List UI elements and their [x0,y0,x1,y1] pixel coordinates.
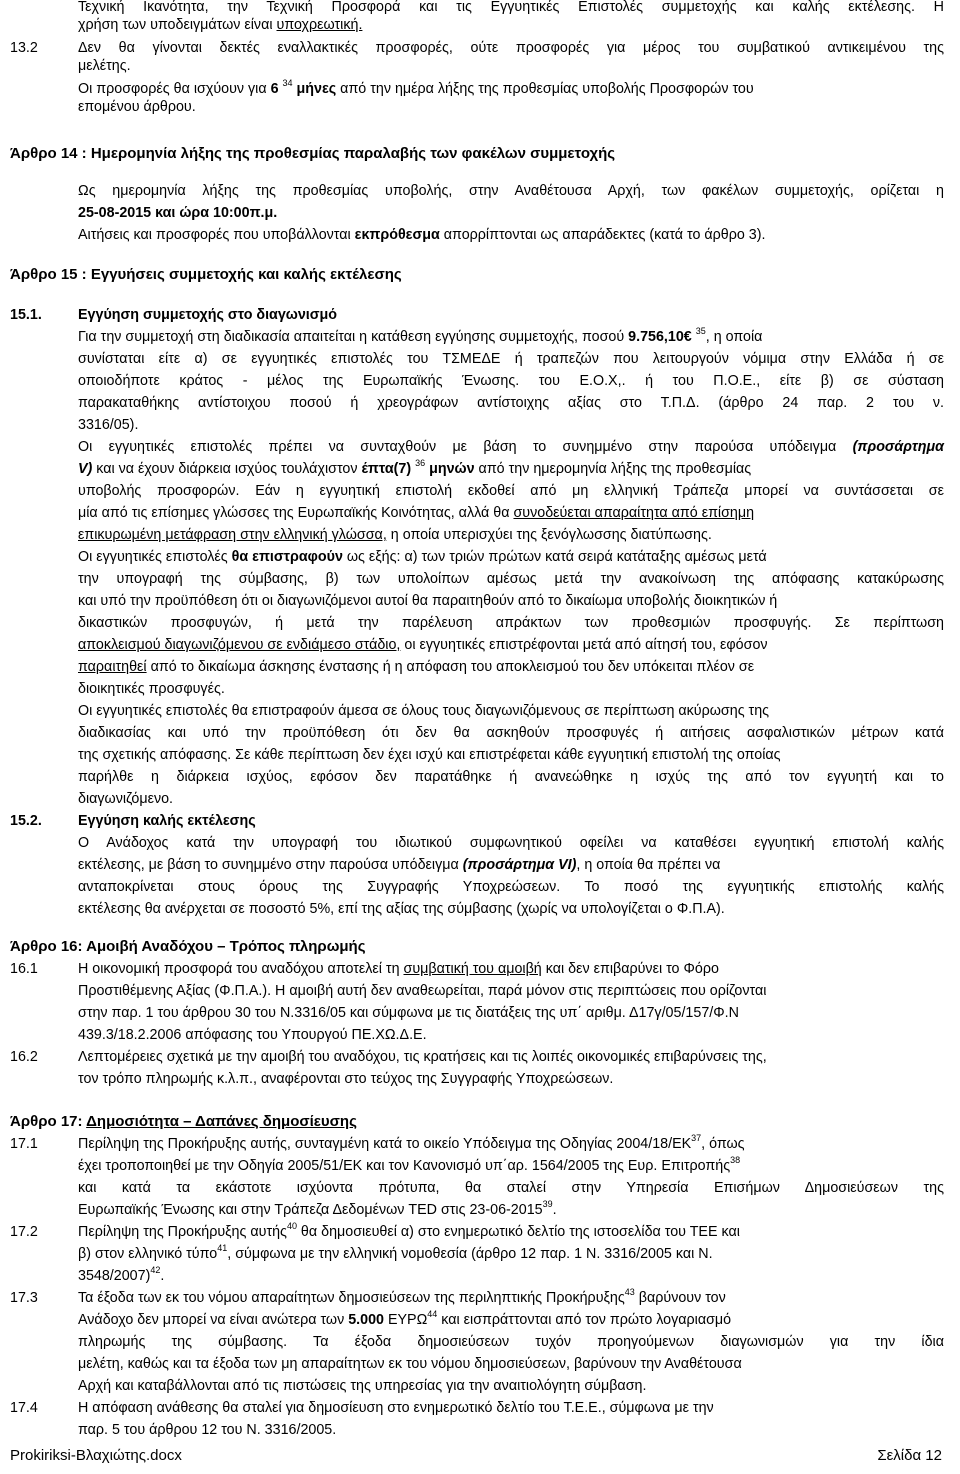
paragraph-line: Δεν θα γίνονται δεκτές εναλλακτικές προσφορές, ούτε προσφορές για μέρος του συμβατικού αντικειμένου της [78,40,944,56]
paragraph-line: παρακαταθήκης αντίστοιχου ποσού ή χρεογράφων αντίστοιχης αξίας στο Τ.Π.Δ. (άρθρο 24 παρ. 2 του ν. [78,395,944,411]
paragraph-line: πληρωμής της σύμβασης. Τα έξοδα δημοσιεύσεων τυχόν προηγούμενων διαγωνισμών για την ίδια [78,1334,944,1350]
paragraph-line: χρήση των υποδειγμάτων είναι υποχρεωτική. [78,17,363,33]
section-number: 17.4 [10,1400,38,1416]
paragraph-line: εκτέλεσης θα ανέρχεται σε ποσοστό 5%, επί της αξίας της σύμβασης (χωρίς να υπολογίζεται ο Φ.Π.Α). [78,901,725,917]
section-number: 13.2 [10,40,38,56]
paragraph-line: επικυρωμένη μετάφραση στην ελληνική γλώσσα, η οποία υπερισχύει της ξενόγλωσσης διατύπωσης. [78,527,712,543]
paragraph-line: και υπό την προϋπόθεση ότι οι διαγωνιζόμενοι αυτοί θα παραιτηθούν από το δικαίωμα υποβολής διοικητικών ή [78,593,778,609]
paragraph-line: Περίληψη της Προκήρυξης αυτής, συνταγμένη κατά το οικείο Υπόδειγμα της Οδηγίας 2004/18/ΕΚ$^{37}$, όπως [78,1133,745,1152]
section-number: 16.1 [10,961,38,977]
paragraph-line: Οι προσφορές θα ισχύουν για 6 $^{34}$ μήνες από την ημέρα λήξης της προθεσμίας υποβολής Προσφορών του [78,78,754,97]
paragraph-line: και κατά τα εκάστοτε ισχύοντα πρότυπα, θα σταλεί στην Υπηρεσία Επισήμων Δημοσιεύσεων της [78,1180,944,1196]
article-16-heading: Άρθρο 16: Αμοιβή Αναδόχου – Τρόπος πληρωμής [10,938,366,955]
paragraph-line: Οι εγγυητικές επιστολές θα επιστραφούν άμεσα σε όλους τους διαγωνιζόμενους σε περίπτωση ακύρωσης της [78,703,770,719]
paragraph-line: Αρχή και καταβάλλονται από τις πιστώσεις της υπηρεσίας για την αναιτιολόγητη σύμβαση. [78,1378,647,1394]
paragraph-line: δικαστικών προσφυγών, ή μετά την παρέλευση απράκτων των προθεσμιών προσφυγής. Σε περίπτωση [78,615,944,631]
article-14-heading: Άρθρο 14 : Ημερομηνία λήξης της προθεσμίας παραλαβής των φακέλων συμμετοχής [10,145,616,162]
paragraph-line: 3316/05). [78,417,139,433]
paragraph-line: διοικητικές προσφυγές. [78,681,225,697]
paragraph-line: μελέτης. [78,58,131,74]
article-15-heading: Άρθρο 15 : Εγγυήσεις συμμετοχής και καλής εκτέλεσης [10,266,402,283]
paragraph-line: ανταποκρίνεται στους όρους της Συγγραφής Υποχρεώσεων. Το ποσό της εγγυητικής επιστολής καλής [78,879,944,895]
paragraph-line: β) στον ελληνικό τύπο$^{41}$, σύμφωνα με την ελληνική νομοθεσία (άρθρο 12 παρ. 1 Ν. 3316/2005 και Ν. [78,1243,713,1262]
paragraph-line: Οι εγγυητικές επιστολές πρέπει να συνταχθούν με βάση το συνημμένο στην παρούσα υπόδειγμα (προσάρτημα [78,439,944,455]
paragraph-line: Τα έξοδα των εκ του νόμου απαραίτητων δημοσιεύσεων της περιληπτικής Προκήρυξης$^{43}$ βαρύνουν τον [78,1287,726,1306]
paragraph-line: διαγωνιζόμενο. [78,791,174,807]
paragraph-line: υποβολής προσφορών. Εάν η εγγυητική επιστολή εκδοθεί από μη ελληνική Τράπεζα μπορεί να συντάσσεται σε [78,483,944,499]
paragraph-line: Η απόφαση ανάθεσης θα σταλεί για δημοσίευση στο ενημερωτικό δελτίο του Τ.Ε.Ε., σύμφωνα με την [78,1400,714,1416]
paragraph-line: Προστιθέμενης Αξίας (Φ.Π.Α.). Η αμοιβή αυτή δεν αναθεωρείται, παρά μόνον στις περιπτώσεις που ορίζονται [78,983,767,999]
paragraph-line: τον τρόπο πληρωμής κ.λ.π., αναφέρονται στο τεύχος της Συγγραφής Υποχρεώσεων. [78,1071,614,1087]
paragraph-line: της σχετικής απόφασης. Σε κάθε περίπτωση δεν έχει ισχύ και επιστρέφεται κάθε εγγυητική επιστολή της οποίας [78,747,781,763]
paragraph-line: την υπογραφή της σύμβασης, β) των υπολοίπων αμέσως μετά την ανακοίνωση της απόφασης κατακύρωσης [78,571,944,587]
article-17-heading: Άρθρο 17: Δημοσιότητα – Δαπάνες δημοσίευσης [10,1113,357,1130]
paragraph-line: Ο Ανάδοχος κατά την υπογραφή του ιδιωτικού συμφωνητικού οφείλει να καταθέσει εγγυητική επιστολή καλής [78,835,944,851]
paragraph-line: Για την συμμετοχή στη διαδικασία απαιτείται η κατάθεση εγγύησης συμμετοχής, ποσού 9.756,10€ $^{35}$, η οποία [78,326,763,345]
paragraph-line: Η οικονομική προσφορά του αναδόχου αποτελεί τη συμβατική του αμοιβή και δεν επιβαρύνει το Φόρο [78,961,719,977]
paragraph-line: συνίσταται είτε α) σε εγγυητικές επιστολές του ΤΣΜΕΔΕ ή τραπεζών που λειτουργούν νόμιμα στην Ελλάδα ή σε [78,351,944,367]
paragraph-line: 439.3/18.2.2006 απόφασης του Υπουργού ΠΕ.ΧΩ.Δ.Ε. [78,1027,427,1043]
footer-filename: Prokiriksi-Βλαχιώτης.docx [10,1447,182,1464]
paragraph-line: διαδικασίας και υπό την προϋπόθεση ότι δεν θα ασκηθούν προσφυγές ή αιτήσεις ασφαλιστικών μέτρων κατά [78,725,944,741]
paragraph-line: Οι εγγυητικές επιστολές θα επιστραφούν ως εξής: α) των τριών πρώτων κατά σειρά κατάταξης αμέσως μετά [78,549,767,565]
paragraph-line: Περίληψη της Προκήρυξης αυτής$^{40}$ θα δημοσιευθεί α) στο ενημερωτικό δελτίο της ιστοσελίδα του ΤΕΕ και [78,1221,740,1240]
paragraph-line: Ως ημερομηνία λήξης της προθεσμίας υποβολής, στην Αναθέτουσα Αρχή, των φακέλων συμμετοχής, ορίζεται η [78,183,944,199]
section-number: 16.2 [10,1049,38,1065]
section-number: 15.2. [10,813,42,829]
paragraph-line: Λεπτομέρειες σχετικά με την αμοιβή του αναδόχου, τις κρατήσεις και τις λοιπές οικονομικές επιβαρύνσεις της, [78,1049,767,1065]
paragraph-line: παρήλθε η διάρκεια ισχύος, εφόσον δεν παρατάθηκε ή ανανεώθηκε η ισχύς της από τον εγγυητή και το [78,769,944,785]
paragraph-line: Αιτήσεις και προσφορές που υποβάλλονται εκπρόθεσμα απορρίπτονται ως απαράδεκτες (κατά το άρθρο 3). [78,227,766,243]
section-number: 17.3 [10,1290,38,1306]
paragraph-line: μία από τις επίσημες γλώσσες της Ευρωπαϊκής Κοινότητας, αλλά θα συνοδεύεται απαραίτητα από επίσημη [78,505,755,521]
footer-page-number: Σελίδα 12 [877,1447,942,1464]
paragraph-line: Ανάδοχο δεν μπορεί να είναι ανώτερα των 5.000 ΕΥΡΩ$^{44}$ και εισπράττονται από τον πρώτο λογαριασμό [78,1309,732,1328]
paragraph-line: επομένου άρθρου. [78,99,196,115]
paragraph-line: V) και να έχουν διάρκεια ισχύος τουλάχιστον έπτα(7) $^{36}$ μηνών από την ημερομηνία λήξης της προθεσμίας [78,458,752,477]
paragraph-line: οποιοδήποτε κράτος - μέλος της Ευρωπαϊκής Ένωσης. του Ε.Ο.Χ,. ή του Π.Ο.Ε., είτε β) σε σύσταση [78,373,944,389]
paragraph-line: Ευρωπαϊκής Ένωσης και στην Τράπεζα Δεδομένων TED στις 23-06-2015$^{39}$. [78,1199,557,1218]
paragraph-line: έχει τροποποιηθεί με την Οδηγία 2005/51/ΕΚ και τον Κανονισμό υπ΄αρ. 1564/2005 της Ευρ. Επιτροπής$^{38}$ [78,1155,741,1174]
subsection-heading: Εγγύηση συμμετοχής στο διαγωνισμό [78,307,338,323]
paragraph-line: παρ. 5 του άρθρου 12 του Ν. 3316/2005. [78,1422,337,1438]
section-number: 17.2 [10,1224,38,1240]
paragraph-line: εκτέλεσης, με βάση το συνημμένο στην παρούσα υπόδειγμα (προσάρτημα VI), η οποία θα πρέπει να [78,857,721,873]
paragraph-line: 3548/2007)$^{42}$. [78,1265,165,1284]
section-number: 17.1 [10,1136,38,1152]
paragraph-line: Τεχνική Ικανότητα, την Τεχνική Προσφορά και τις Εγγυητικές Επιστολές συμμετοχής και καλής εκτέλεσης. Η [78,0,944,15]
section-number: 15.1. [10,307,42,323]
deadline-date: 25-08-2015 και ώρα 10:00π.μ. [78,205,278,221]
paragraph-line: στην παρ. 1 του άρθρου 30 του Ν.3316/05 και σύμφωνα με τις διατάξεις της υπ΄ αριθμ. Δ17γ/05/157/Φ.Ν [78,1005,739,1021]
paragraph-line: παραιτηθεί από το δικαίωμα άσκησης ένστασης ή η απόφαση του αποκλεισμού του δεν υπόκειται πλέον σε [78,659,755,675]
subsection-heading: Εγγύηση καλής εκτέλεσης [78,813,256,829]
paragraph-line: αποκλεισμού διαγωνιζόμενου σε ενδιάμεσο στάδιο, οι εγγυητικές επιστρέφονται μετά από αίτησή του, εφόσον [78,637,768,653]
paragraph-line: μελέτη, καθώς και τα έξοδα των μη απαραίτητων εκ του νόμου δημοσιεύσεων, βαρύνουν την Αναθέτουσα [78,1356,742,1372]
